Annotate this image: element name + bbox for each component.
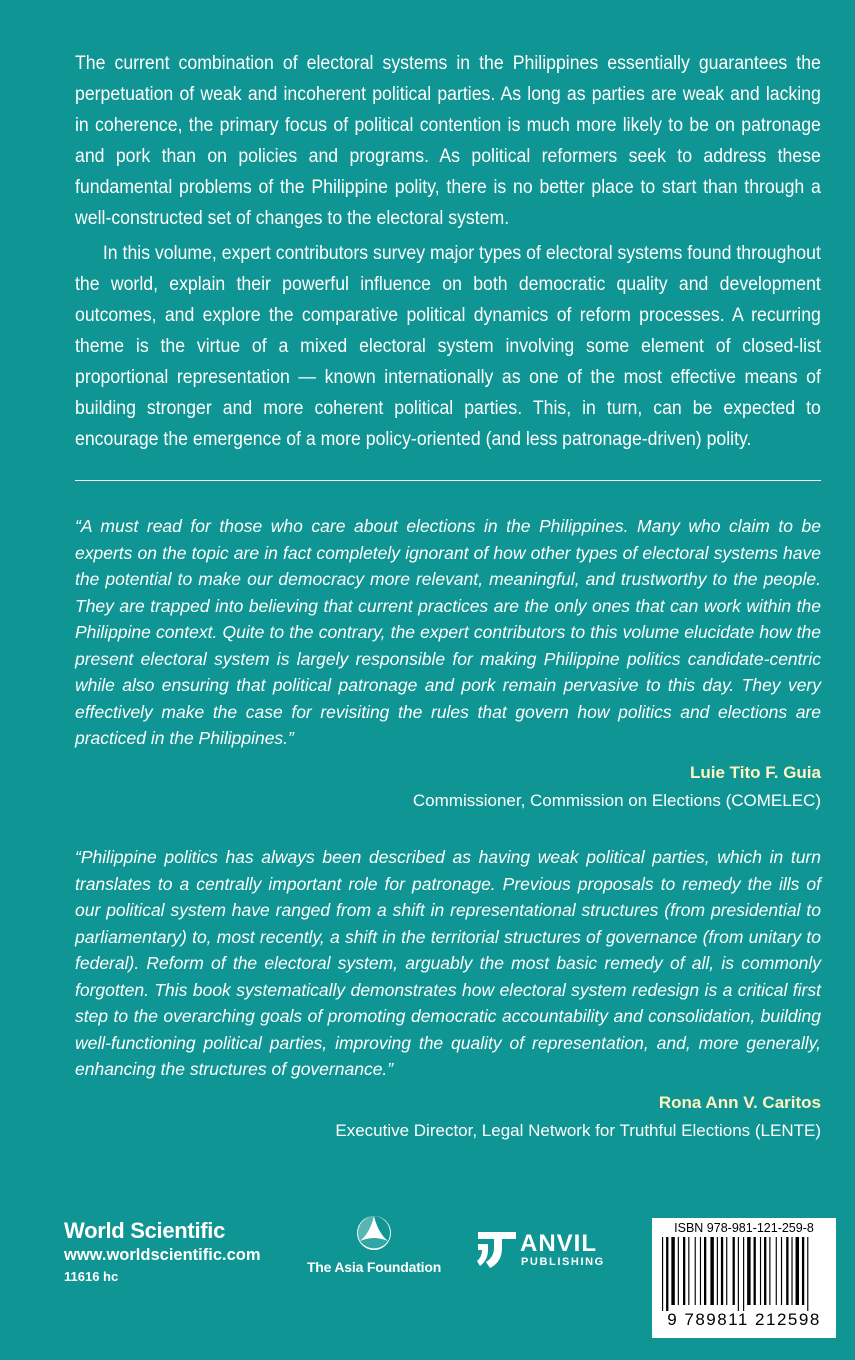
anvil-wordmark: ANVIL [520, 1230, 597, 1257]
barcode-bar [786, 1237, 788, 1305]
isbn-barcode [652, 1218, 836, 1338]
anvil-publishing-logo [476, 1228, 626, 1276]
endorser-name-2: Rona Ann V. Caritos [658, 1093, 821, 1112]
endorser-role-2: Executive Director, Legal Network for Truthful Elections (LENTE) [335, 1121, 821, 1140]
barcode-bar [695, 1237, 696, 1305]
publisher-name: World Scientific [64, 1218, 226, 1243]
barcode-bar [807, 1237, 808, 1311]
barcode-bar [747, 1237, 750, 1305]
asia-foundation-emblem-icon [356, 1215, 392, 1251]
barcode-bar [683, 1237, 685, 1305]
barcode-bar [710, 1237, 713, 1305]
barcode-bar [738, 1237, 739, 1311]
product-code: 11616 hc [64, 1269, 119, 1284]
barcode-bar [726, 1237, 727, 1305]
barcode-bar [754, 1237, 756, 1305]
barcode-bar [666, 1237, 668, 1311]
endorsement-quote-1: “A must read for those who care about elections in the Philippines. Many who claim to be experts on the topic are in fact completely ignorant of how other types of electoral systems have the potential to make our democracy more relevant, meaningful, and trustworthy to the people. They are trapped into believing that current practices are the only ones that can work within the Philippine context. Quite to the contrary, the expert contributors to this volume elucidate how the present electoral system is largely responsible for making Philippine politics candidate-centric while also ensuring that political patronage and pork remain pervasive to this day. They very effectively make the case for revisiting the rules that govern how politics and elections are practiced in the Philippines.” [75, 516, 821, 748]
asia-foundation-label: The Asia Foundation [306, 1259, 442, 1275]
barcode-bar [776, 1237, 777, 1305]
barcode-bar [717, 1237, 718, 1305]
anvil-mark-icon [476, 1228, 518, 1274]
barcode-bar [678, 1237, 679, 1305]
publisher-url: www.worldscientific.com [64, 1246, 261, 1264]
barcode-bar [760, 1237, 761, 1305]
barcode-bar [733, 1237, 735, 1305]
endorsement-quote-2: “Philippine politics has always been described as having weak political parties, which in turn translates to a centrally important role for patronage. Previous proposals to remedy the ills of our political system have ranged from a shift in representational structures (from presidential to parliamentary) to, most recently, a shift in the territorial structures of governance (from unitary to federal). Reform of the electoral system, arguably the most basic remedy of all, is commonly forgotten. This book systematically demonstrates how electoral system redesign is a critical first step to the overarching goals of promoting democratic accountability and consolidation, building well-functioning political parties, improving the quality of representation, and, more generally, enhancing the structures of governance.” [75, 847, 821, 1079]
blurb-paragraph-1: The current combination of electoral systems in the Philippines essentially guarantees the perpetuation of weak and incoherent political parties. As long as parties are weak and lacking in coherence, the primary focus of political contention is much more likely to be on patronage and pork than on policies and programs. As political reformers seek to address these fundamental problems of the Philippine polity, there is no better place to start than through a well-constructed set of changes to the electoral system. [75, 53, 821, 229]
section-divider [75, 480, 821, 481]
barcode-bar [781, 1237, 782, 1305]
barcode-bar [764, 1237, 766, 1305]
asia-foundation-logo [298, 1215, 450, 1275]
endorser-name-1: Luie Tito F. Guia [690, 763, 821, 782]
barcode-bar [769, 1237, 770, 1305]
blurb-paragraph-2: In this volume, expert contributors survey major types of electoral systems found throughout the world, explain their powerful influence on both democratic quality and development outcomes, and explore the comparative political dynamics of reform processes. A recurring theme is the virtue of a mixed electoral system involving some element of closed-list proportional representation — known internationally as one of the most effective means of building stronger and more coherent political parties. This, in turn, can be expected to encourage the emergence of a more policy-oriented (and less patronage-driven) polity. [75, 243, 821, 450]
publisher-block [64, 1218, 261, 1284]
barcode-bar [796, 1237, 799, 1305]
barcode-digits: 9 789811 212598 [667, 1310, 821, 1329]
back-cover-blurb [75, 48, 821, 455]
barcode-bar [704, 1237, 706, 1305]
barcode-bar [688, 1237, 689, 1305]
barcode-bar [791, 1237, 792, 1305]
barcode-bar [662, 1237, 663, 1311]
barcode-bars [660, 1237, 828, 1311]
endorser-role-1: Commissioner, Commission on Elections (COMELEC) [412, 791, 821, 810]
barcode-bar [721, 1237, 723, 1305]
barcode-bar [743, 1237, 744, 1311]
barcode-bar [802, 1237, 804, 1305]
barcode-bar [700, 1237, 701, 1305]
anvil-subtitle: PUBLISHING [521, 1256, 605, 1268]
barcode-bar [671, 1237, 674, 1305]
isbn-label: ISBN 978-981-121-259-8 [674, 1221, 814, 1235]
